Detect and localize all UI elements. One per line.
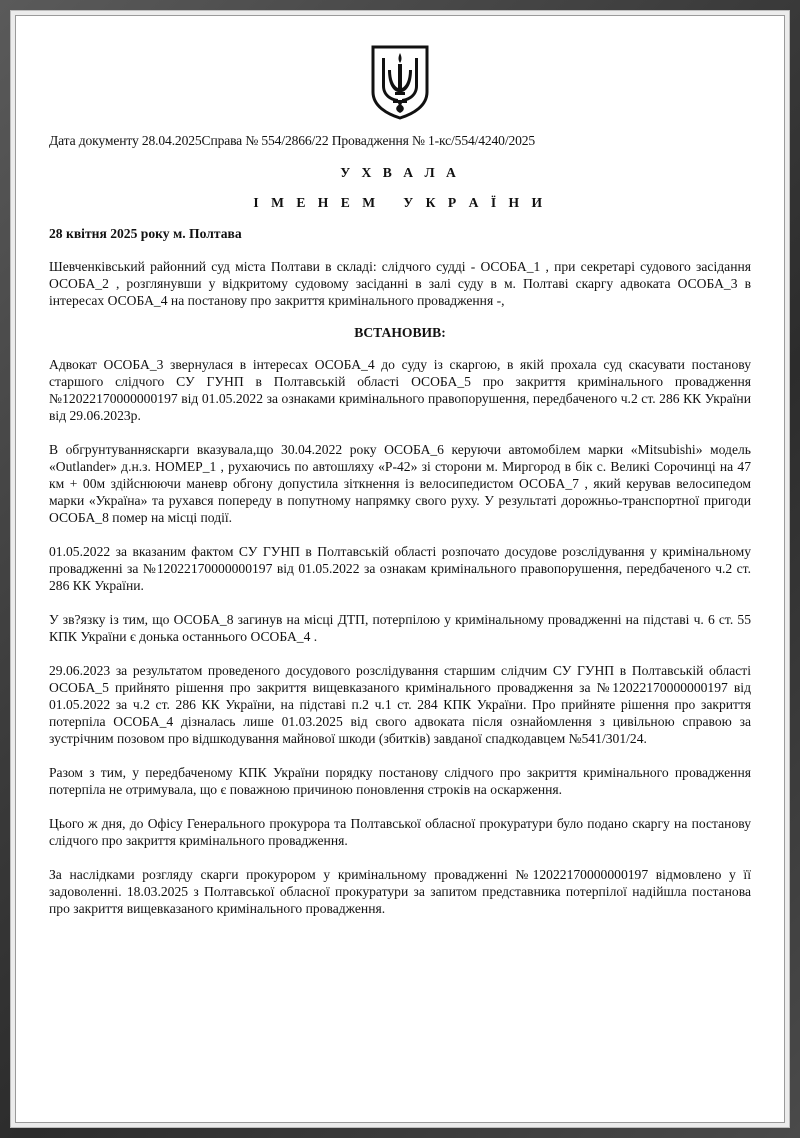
body-paragraph: В обгрунтуванняскарги вказувала,що 30.04.2022 року ОСОБА_6 керуючи автомобілем марки «Mitsubishi» модель «Outlander» д.н.з. НОМЕР_1 , рухаючись по автошляху «Р-42» зі сторони м. Миргород в бік с. Великі Сорочинці на 47 км + 00м здійснюючи маневр обгону допустила зіткнення із велосипедистом ОСОБА_7 , який керував велосипедом марки «Україна» та рухався попереду в попутному напрямку свого руху. У результаті дорожньо-транспортної пригоди ОСОБА_8 помер на місці події. — [49, 442, 751, 525]
document-subtitle: І М Е Н Е М У К Р А Ї Н И — [253, 195, 547, 210]
frame-mat — [10, 10, 790, 1128]
body-paragraph: Адвокат ОСОБА_3 звернулася в інтересах ОСОБА_4 до суду із скаргою, в якій прохала суд скасувати постанову старшого слідчого СУ ГУНП в Полтавській області ОСОБА_5 про закриття кримінального провадження №12022170000000197 від 01.05.2022 за ознаками кримінального правопорушення, передбаченого ч.2 ст. 286 КК України від 29.06.2023р. — [49, 357, 751, 423]
body-paragraph: Цього ж дня, до Офісу Генерального прокурора та Полтавської обласної прокуратури було подано скаргу на постанову слідчого про закриття кримінального провадження. — [49, 816, 751, 848]
body-paragraph: 29.06.2023 за результатом проведеного досудового розслідування старшим слідчим СУ ГУНП в Полтавській області ОСОБА_5 прийнято рішення про закриття вищевказаного кримінального провадження за №12022170000000197 від 01.05.2022 за ч.2 ст. 286 КК України, на підставі п.2 ч.1 ст. 284 КПК України. Про прийняте рішення про закриття потерпіла ОСОБА_4 дізналась лише 01.03.2025 від свого адвоката після ознайомлення з цивільною справою за зустрічним позовом про відшкодування майнової шкоди (збитків) завданої спадкодавцем №541/301/24. — [49, 663, 751, 746]
section-heading: ВСТАНОВИВ: — [354, 325, 446, 340]
body-paragraph: У зв?язку із тим, що ОСОБА_8 загинув на місці ДТП, потерпілою у кримінальному провадженні на підставі ч. 6 ст. 55 КПК України є донька останнього ОСОБА_4 . — [49, 612, 751, 644]
document-title: У Х В А Л А — [340, 165, 460, 180]
body-paragraph: 01.05.2022 за вказаним фактом СУ ГУНП в Полтавській області розпочато досудове розслідування у кримінальному провадженні за №12022170000000197 від 01.05.2022 за ознакам кримінального правопорушення, передбаченого ч.2 ст. 286 КК України. — [49, 544, 751, 593]
coat-of-arms-icon — [369, 44, 431, 120]
intro-paragraph: Шевченківський районний суд міста Полтави в складі: слідчого судді - ОСОБА_1 , при секретарі судового засідання ОСОБА_2 , розглянувши у відкритому судовому засіданні в залі суду в м. Полтаві скаргу адвоката ОСОБА_3 в інтересах ОСОБА_4 на постанову про закриття кримінального провадження -, — [49, 259, 751, 308]
document-meta-line: Дата документу 28.04.2025Справа № 554/2866/22 Провадження № 1-кс/554/4240/2025 — [49, 133, 536, 148]
body-paragraph: За наслідками розгляду скарги прокурором у кримінальному провадженні №12022170000000197 відмовлено у її задоволенні. 18.03.2025 з Полтавської обласної прокуратури за запитом представника потерпілої надійшла постанова про закриття вищевказаного кримінального провадження. — [49, 867, 751, 916]
body-paragraph: Разом з тим, у передбаченому КПК України порядку постанову слідчого про закриття кримінального провадження потерпіла не отримувала, що є поважною причиною поновлення строків на оскарження. — [49, 765, 751, 797]
document-page — [15, 15, 785, 1123]
document-dateline: 28 квітня 2025 року м. Полтава — [49, 226, 242, 241]
